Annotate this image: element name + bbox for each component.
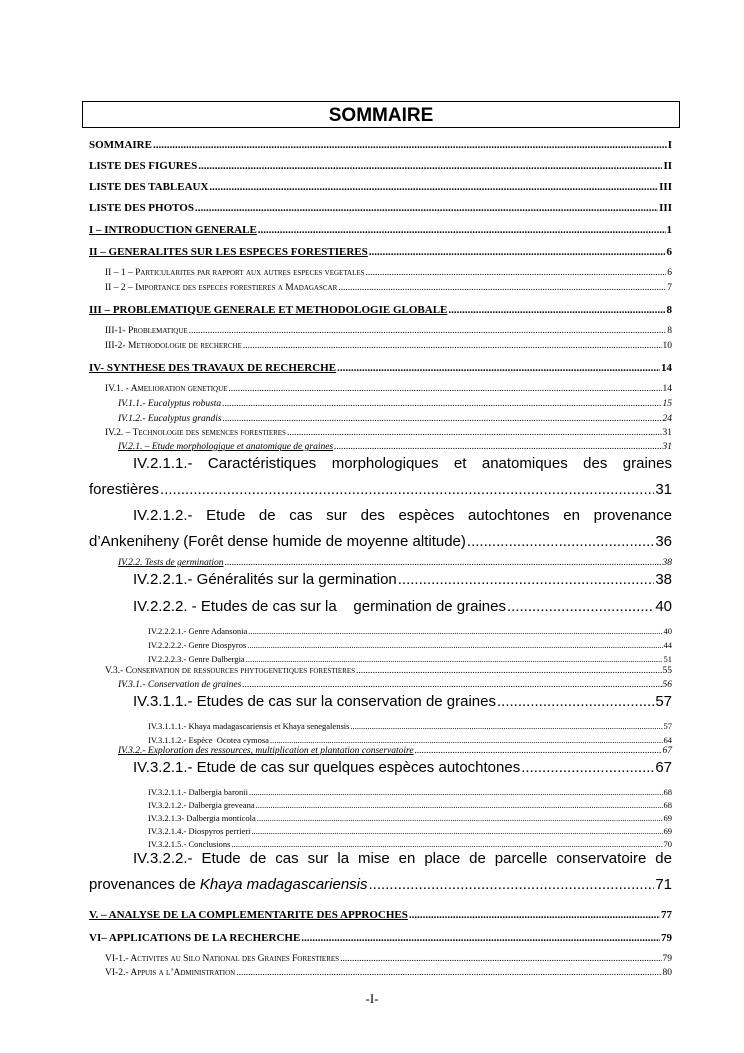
toc-entry[interactable]: IV.1. - Amelioration genetique ..... 14 — [105, 384, 672, 394]
toc-entry[interactable]: SOMMAIRE ..... I — [89, 139, 672, 151]
toc-entry[interactable]: LISTE DES TABLEAUX ..... III — [89, 181, 672, 193]
toc-entry[interactable]: V.3.- Conservation de ressources phytogenetiques forestieres ..... 55 — [105, 666, 672, 676]
toc-entry[interactable]: IV.3.2.1.4.- Diospyros perrieri ..... 69 — [148, 826, 672, 836]
toc-entry[interactable]: III – PROBLEMATIQUE GENERALE ET METHODOLOGIE GLOBALE ..... 8 — [89, 304, 672, 316]
toc-entry[interactable]: III-2- Methodologie de recherche ..... 10 — [105, 341, 672, 351]
toc-entry[interactable]: II – 2 – Importance des especes forestieres a Madagascar ..... 7 — [105, 283, 672, 293]
toc-entry[interactable]: VI-2.- Appuis a l’Administration ..... 80 — [105, 968, 672, 978]
toc-entry[interactable]: IV.2.2.2.1.- Genre Adansonia ..... 40 — [148, 626, 672, 636]
toc-entry[interactable]: II – GENERALITES SUR LES ESPECES FORESTIERES ..... 6 — [89, 246, 672, 258]
toc-entry[interactable]: IV.3.1.1.- Etudes de cas sur la conservation de graines ..... 57 — [133, 693, 672, 710]
toc-entry[interactable]: IV.3.1.1.2.- Espèce Ocotea cymosa ..... 64 — [148, 735, 672, 745]
toc-entry[interactable]: VI-1.- Activites au Silo National des Graines Forestieres ..... 79 — [105, 954, 672, 964]
toc-entry[interactable]: IV.2.2.2.2.- Genre Diospyros ..... 44 — [148, 640, 672, 650]
toc-entry[interactable]: IV.3.2.1.- Etude de cas sur quelques espèces autochtones ..... 67 — [133, 759, 672, 776]
toc-entry[interactable]: IV.1.1.- Eucalyptus robusta ..... 15 — [118, 399, 672, 409]
toc-entry[interactable]: IV.2.2.2. - Etudes de cas sur la germination de graines ..... 40 — [133, 598, 672, 615]
toc-entry[interactable]: IV.3.1.- Conservation de graines ..... 56 — [118, 680, 672, 690]
toc-entry[interactable]: IV.2.2.2.3.- Genre Dalbergia ..... 51 — [148, 654, 672, 664]
toc-entry[interactable]: IV.2.2.1.- Généralités sur la germination ..... 38 — [133, 571, 672, 588]
toc-entry[interactable]: IV.3.2.1.5.- Conclusions ..... 70 — [148, 839, 672, 849]
toc-entry[interactable]: V. – ANALYSE DE LA COMPLEMENTARITE DES APPROCHES ..... 77 — [89, 909, 672, 921]
toc-entry[interactable]: IV.2.2. Tests de germination ..... 38 — [118, 558, 672, 568]
toc-entry[interactable]: IV.3.2.1.1.- Dalbergia baronii ..... 68 — [148, 787, 672, 797]
toc-entry[interactable]: IV.2. – Technologie des semences forestieres ..... 31 — [105, 428, 672, 438]
toc-entry[interactable]: I – INTRODUCTION GENERALE ..... 1 — [89, 224, 672, 236]
toc-entry[interactable]: IV.1.2.- Eucalyptus grandis ..... 24 — [118, 414, 672, 424]
page-number-footer: -I- — [365, 991, 379, 1006]
toc-entry[interactable]: III-1- Problematique ..... 8 — [105, 326, 672, 336]
toc-entry[interactable]: IV.3.2.1.3- Dalbergia monticola ..... 69 — [148, 813, 672, 823]
toc-entry-wrapped-line[interactable]: IV.2.1.2.- Etude de cas sur des espèces autochtones en provenance — [133, 507, 672, 524]
toc-entry[interactable]: IV.2.1. – Etude morphologique et anatomique de graines ..... 31 — [118, 442, 672, 452]
page-title: SOMMAIRE — [82, 101, 680, 128]
toc-entry[interactable]: LISTE DES FIGURES ..... II — [89, 160, 672, 172]
toc-entry-wrapped-line[interactable]: IV.3.2.2.- Etude de cas sur la mise en place de parcelle conservatoire de — [133, 850, 672, 867]
toc-entry[interactable]: IV.3.2.- Exploration des ressources, multiplication et plantation conservatoire ..... 67 — [118, 746, 672, 756]
toc-entry[interactable]: IV.3.1.1.1.- Khaya madagascariensis et Khaya senegalensis ..... 57 — [148, 721, 672, 731]
toc-entry-continuation[interactable]: forestières ..... 31 — [89, 481, 672, 498]
toc-entry-wrapped-line[interactable]: IV.2.1.1.- Caractéristiques morphologiques et anatomiques des graines — [133, 455, 672, 472]
toc-entry[interactable]: VI– APPLICATIONS DE LA RECHERCHE ..... 79 — [89, 932, 672, 944]
toc-entry[interactable]: II – 1 – Particularites par rapport aux autres especes vegetales ..... 6 — [105, 268, 672, 278]
toc-entry[interactable]: LISTE DES PHOTOS ..... III — [89, 202, 672, 214]
toc-entry[interactable]: IV- SYNTHESE DES TRAVAUX DE RECHERCHE ..... 14 — [89, 362, 672, 374]
toc-entry[interactable]: IV.3.2.1.2.- Dalbergia greveana ..... 68 — [148, 800, 672, 810]
toc-entry-continuation[interactable]: d’Ankeniheny (Forêt dense humide de moyenne altitude) ..... 36 — [89, 533, 672, 550]
toc-entry-continuation[interactable]: provenances de Khaya madagascariensis ..... 71 — [89, 876, 672, 893]
